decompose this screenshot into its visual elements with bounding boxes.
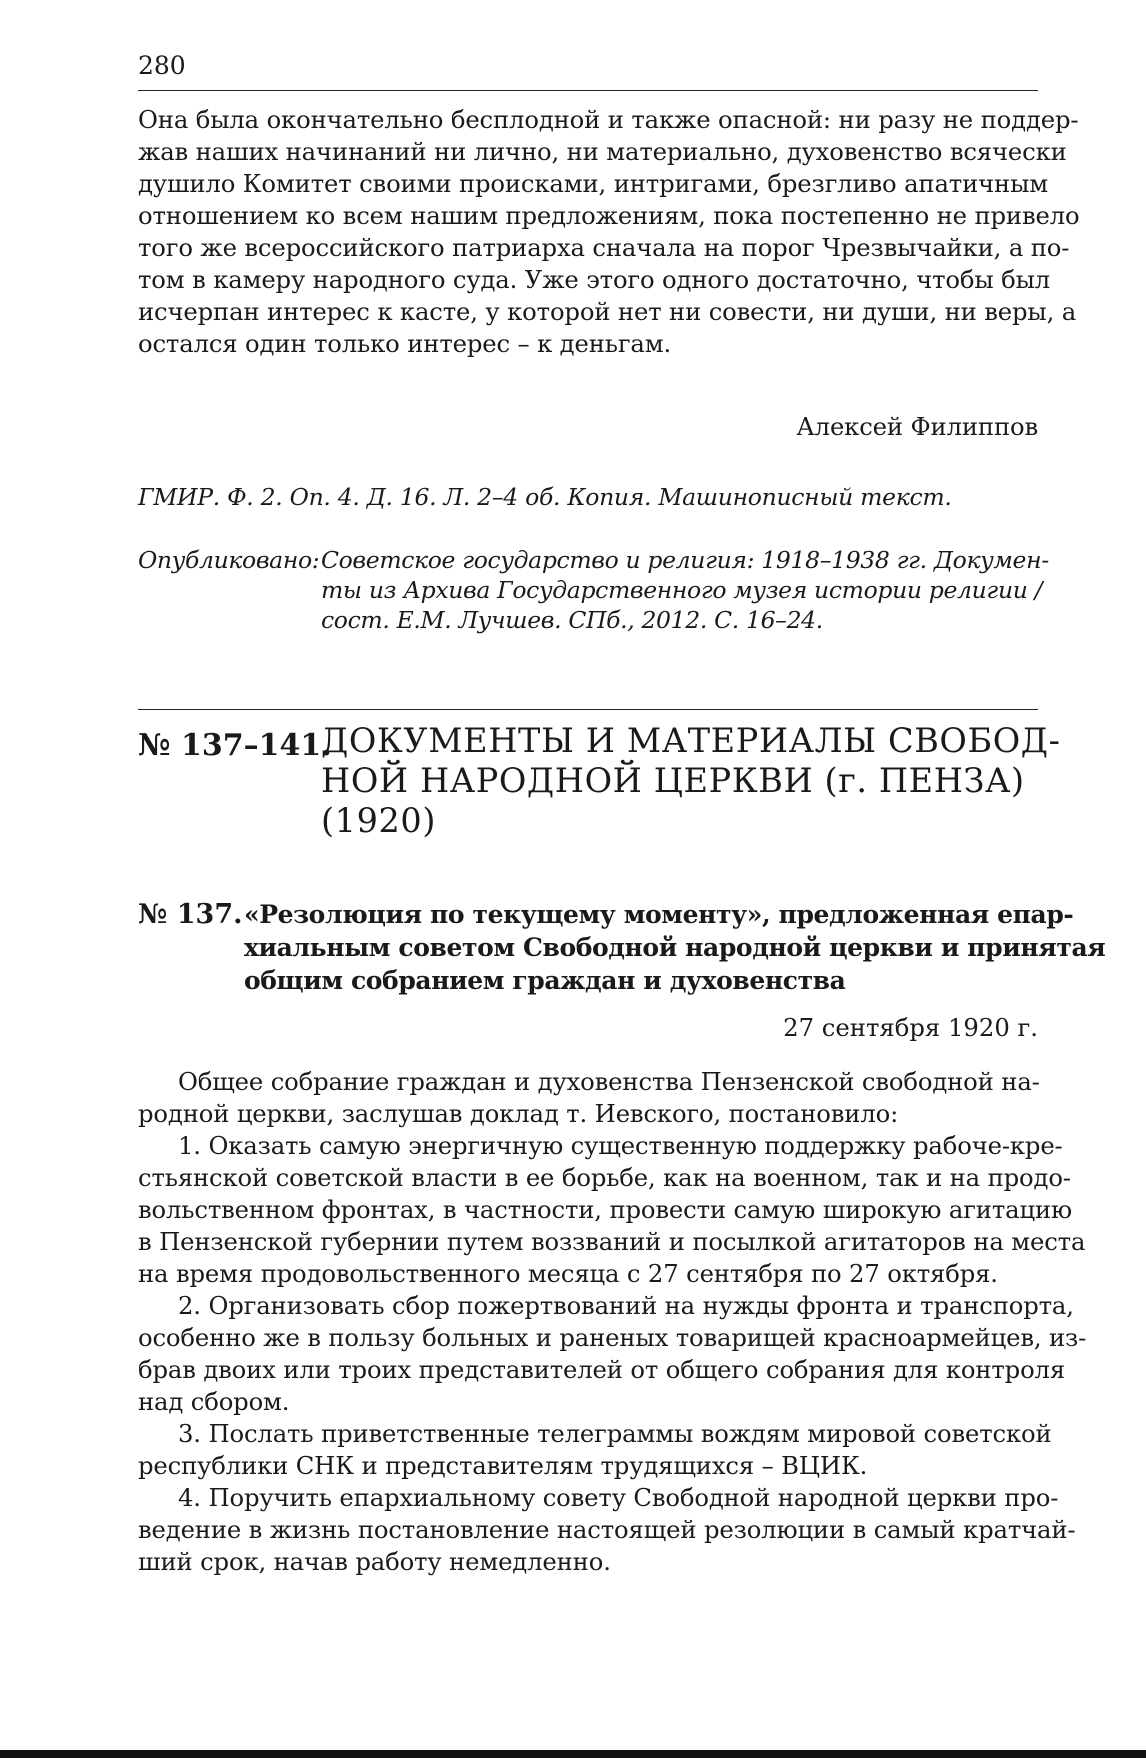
- section-number: № 137–141.: [138, 728, 332, 763]
- document-body: [138, 1066, 1087, 1578]
- document-date: 27 сентября 1920 г.: [783, 1013, 1038, 1042]
- document-title: [244, 898, 1106, 997]
- page-number: 280: [138, 51, 186, 80]
- book-page: [138, 0, 1106, 1758]
- text-line: жав наших начинаний ни лично, ни материально, духовенство всячески: [138, 137, 1067, 166]
- text-line: 3. Послать приветственные телеграммы вождям мировой советской: [178, 1419, 1052, 1448]
- text-line: ведение в жизнь постановление настоящей резолюции в самый кратчай-: [138, 1515, 1076, 1544]
- text-line: в Пензенской губернии путем воззваний и посылкой агитаторов на места: [138, 1227, 1086, 1256]
- text-line: душило Комитет своими происками, интригами, брезгливо апатичным: [138, 169, 1049, 198]
- text-line: над сбором.: [138, 1387, 290, 1416]
- header-rule: [138, 90, 1038, 91]
- text-line: родной церкви, заслушав доклад т. Иевского, постановило:: [138, 1099, 899, 1128]
- published-label: Опубликовано:: [138, 546, 320, 574]
- text-line: на время продовольственного месяца с 27 сентября по 27 октября.: [138, 1259, 998, 1288]
- text-line: Общее собрание граждан и духовенства Пензенской свободной на-: [178, 1067, 1040, 1096]
- author-signature: Алексей Филиппов: [796, 412, 1038, 441]
- title-line: (1920): [321, 801, 436, 840]
- title-line: НОЙ НАРОДНОЙ ЦЕРКВИ (г. ПЕНЗА): [321, 761, 1025, 800]
- text-line: остался один только интерес – к деньгам.: [138, 329, 672, 358]
- document-number: № 137.: [138, 899, 243, 930]
- text-line: отношением ко всем нашим предложениям, пока постепенно не привело: [138, 201, 1080, 230]
- title-line: ДОКУМЕНТЫ И МАТЕРИАЛЫ СВОБОД-: [321, 721, 1061, 760]
- text-line: исчерпан интерес к касте, у которой нет ни совести, ни души, ни веры, а: [138, 297, 1077, 326]
- text-line: Советское государство и религия: 1918–1938 гг. Докумен-: [321, 546, 1049, 574]
- text-line: стьянской советской власти в ее борьбе, как на военном, так и на продо-: [138, 1163, 1071, 1192]
- text-line: Она была окончательно бесплодной и также опасной: ни разу не поддер-: [138, 105, 1079, 134]
- title-line: общим собранием граждан и духовенства: [244, 966, 846, 995]
- text-line: ший срок, начав работу немедленно.: [138, 1547, 611, 1576]
- text-line: сост. Е.М. Лучшев. СПб., 2012. С. 16–24.: [321, 606, 823, 634]
- text-line: особенно же в пользу больных и раненых товарищей красноармейцев, из-: [138, 1323, 1087, 1352]
- text-line: ты из Архива Государственного музея истории религии /: [321, 576, 1043, 604]
- scan-bottom-edge: [0, 1750, 1146, 1758]
- text-line: брав двоих или троих представителей от общего собрания для контроля: [138, 1355, 1066, 1384]
- text-line: республики СНК и представителям трудящихся – ВЦИК.: [138, 1451, 868, 1480]
- title-line: хиальным советом Свободной народной церкви и принятая: [244, 933, 1106, 962]
- text-line: вольственном фронтах, в частности, провести самую широкую агитацию: [138, 1195, 1072, 1224]
- title-line: «Резолюция по текущему моменту», предложенная епар-: [244, 900, 1074, 929]
- text-line: 2. Организовать сбор пожертвований на нужды фронта и транспорта,: [178, 1291, 1074, 1320]
- text-line: 4. Поручить епархиальному совету Свободной народной церкви про-: [178, 1483, 1059, 1512]
- text-line: того же всероссийского патриарха сначала на порог Чрезвычайки, а по-: [138, 233, 1070, 262]
- published-text: [321, 545, 1049, 635]
- intro-paragraph: [138, 104, 1080, 360]
- archive-reference: ГМИР. Ф. 2. Оп. 4. Д. 16. Л. 2–4 об. Копия. Машинописный текст.: [138, 483, 952, 511]
- section-title: [321, 721, 1061, 841]
- section-rule: [138, 709, 1038, 710]
- text-line: том в камеру народного суда. Уже этого одного достаточно, чтобы был: [138, 265, 1051, 294]
- text-line: 1. Оказать самую энергичную существенную поддержку рабоче-кре-: [178, 1131, 1063, 1160]
